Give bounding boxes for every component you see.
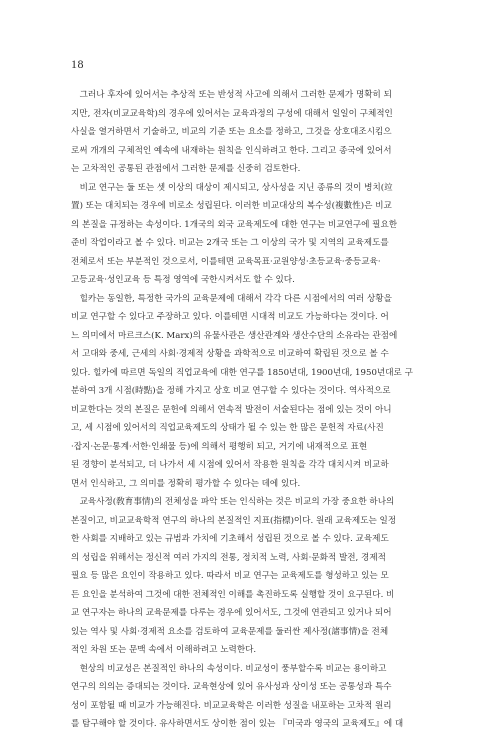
body-text	[71, 86, 445, 734]
text-line: 로써 개개의 구체적인 예속에 내재하는 원칙을 인식하려고 한다. 그리고 종국에 있어서	[71, 145, 392, 156]
text-line: 분하여 3개 시점(時點)을 정해 가지고 상호 비교 연구할 수 있다는 것이다. 역사적으로	[71, 386, 391, 396]
text-line: 있는 역사 및 사회·경제적 요소를 검토하여 교육문제를 둘러싼 제사정(諸事情)을 전체	[71, 626, 389, 637]
text-line: 비교한다는 것의 본질은 문헌에 의해서 연속적 발전이 서술된다는 점에 있는 것이 아니	[71, 404, 392, 415]
page-number: 18	[71, 57, 84, 71]
text-line: 지만, 전자(비교교육학)의 경우에 있어서는 교육과정의 구성에 대해서 일일이 구체적인	[71, 108, 393, 119]
text-line: 고, 세 시점에 있어서의 직업교육제도의 상태가 될 수 있는 한 많은 문헌적 자료(사진	[71, 423, 384, 433]
text-line: 한 사회를 지배하고 있는 규범과 가치에 기초해서 성립된 것으로 볼 수 있다. 교육제도	[71, 534, 389, 544]
text-line: 힐카는 동일한, 특정한 국가의 교육문제에 대해서 각각 다른 시점에서의 여러 상황을	[71, 293, 392, 304]
text-line: 된 경향이 분석되고, 더 나가서 세 시점에 있어서 작용한 원칙을 각각 대치시켜 비교하	[71, 460, 389, 470]
text-line: 든 요인을 분석하여 그것에 대한 전체적인 이해를 촉진하도록 실행할 것이 요구된다. 비	[71, 589, 395, 600]
text-line: 성이 포함될 때 비교가 가능해진다. 비교교육학은 이러한 성질을 내포하는 고차적 원리	[71, 700, 392, 711]
text-line: 있다. 힐카에 따르면 독일의 직업교육에 대한 연구를 1850년대, 1900년대, 1950년대로 구	[71, 367, 413, 378]
text-line: 교 연구자는 하나의 교육문제를 다루는 경우에 있어서도, 그것에 연관되고 있거나 되어	[71, 608, 392, 618]
text-line: 비교 연구할 수 있다고 주장하고 있다. 이를테면 시대적 비교도 가능하다는 것이다. 어	[71, 312, 389, 322]
text-line: 의 성립을 위해서는 정신적 여러 가지의 전통, 정치적 노력, 사회·문화적 발전, 경제적	[71, 552, 386, 563]
text-line: 를 탐구해야 할 것이다. 유사하면서도 상이한 점이 있는 『미국과 영국의 교육제도』에 대	[71, 719, 404, 729]
text-line: 의 본질을 규정하는 속성이다. 1개국의 외국 교육제도에 대한 연구는 비교연구에 필요한	[71, 219, 398, 230]
text-line: 연구의 의의는 증대되는 것이다. 교육현상에 있어 유사성과 상이성 또는 공통성과 특수	[71, 682, 392, 692]
text-line: 본질이고, 비교교육학적 연구의 하나의 본질적인 지표(指標)이다. 원래 교육제도는 일정	[71, 515, 397, 526]
text-line: 느 의미에서 마르크스(K. Marx)의 유물사관은 생산관계와 생산수단의 소유라는 관점에	[71, 330, 398, 341]
text-line: 비교 연구는 둘 또는 셋 이상의 대상이 제시되고, 상사성을 지닌 종류의 것이 병치(竝	[71, 182, 393, 193]
text-line: 적인 차원 또는 문맥 속에서 이해하려고 노력한다.	[71, 645, 257, 655]
text-line: 준비 작업이라고 볼 수 있다. 비교는 2개국 또는 그 이상의 국가 및 지역의 교육제도를	[71, 238, 389, 248]
text-line: 置) 또는 대치되는 경우에 비로소 성립된다. 이러한 비교대상의 복수성(複數性)은 비교	[71, 201, 392, 211]
text-line: 전체로서 또는 부분적인 것으로서, 이를테면 교육목표·교원양성·초등교육·중등교육·	[71, 256, 381, 267]
text-line: 교육사정(敎育事情)의 전체성을 파악 또는 인식하는 것은 비교의 가장 중요한 하나의	[71, 497, 395, 507]
text-line: 그러나 후자에 있어서는 추상적 또는 반성적 사고에 의해서 그러한 문제가 명확히 되	[71, 90, 392, 100]
text-line: 고등교육·성인교육 등 특정 영역에 국한시켜서도 할 수 있다.	[71, 275, 295, 285]
text-line: 서 고대와 중세, 근세의 사회·경제적 상황을 과학적으로 비교하여 확립된 것으로 볼 수	[71, 349, 389, 359]
text-line: 사실을 열거하면서 기술하고, 비교의 기준 또는 요소를 정하고, 그것을 상호대조시킴으	[71, 127, 392, 137]
text-line: 는 고차적인 공통된 관점에서 그러한 문제를 신중히 검토한다.	[71, 164, 301, 174]
text-line: ·잡지·논문·통계·서한·인쇄물 등)에 의해서 평행히 되고, 거기에 내재적으로 표현	[71, 441, 368, 452]
text-line: 면서 인식하고, 그 의미를 정확히 평가할 수 있다는 데에 있다.	[71, 478, 301, 489]
text-line: 필요 등 많은 요인이 작용하고 있다. 따라서 비교 연구는 교육제도를 형성하고 있는 모	[71, 571, 389, 581]
text-line: 현상의 비교성은 본질적인 하나의 속성이다. 비교성이 풍부할수록 비교는 용이하고	[71, 663, 387, 674]
